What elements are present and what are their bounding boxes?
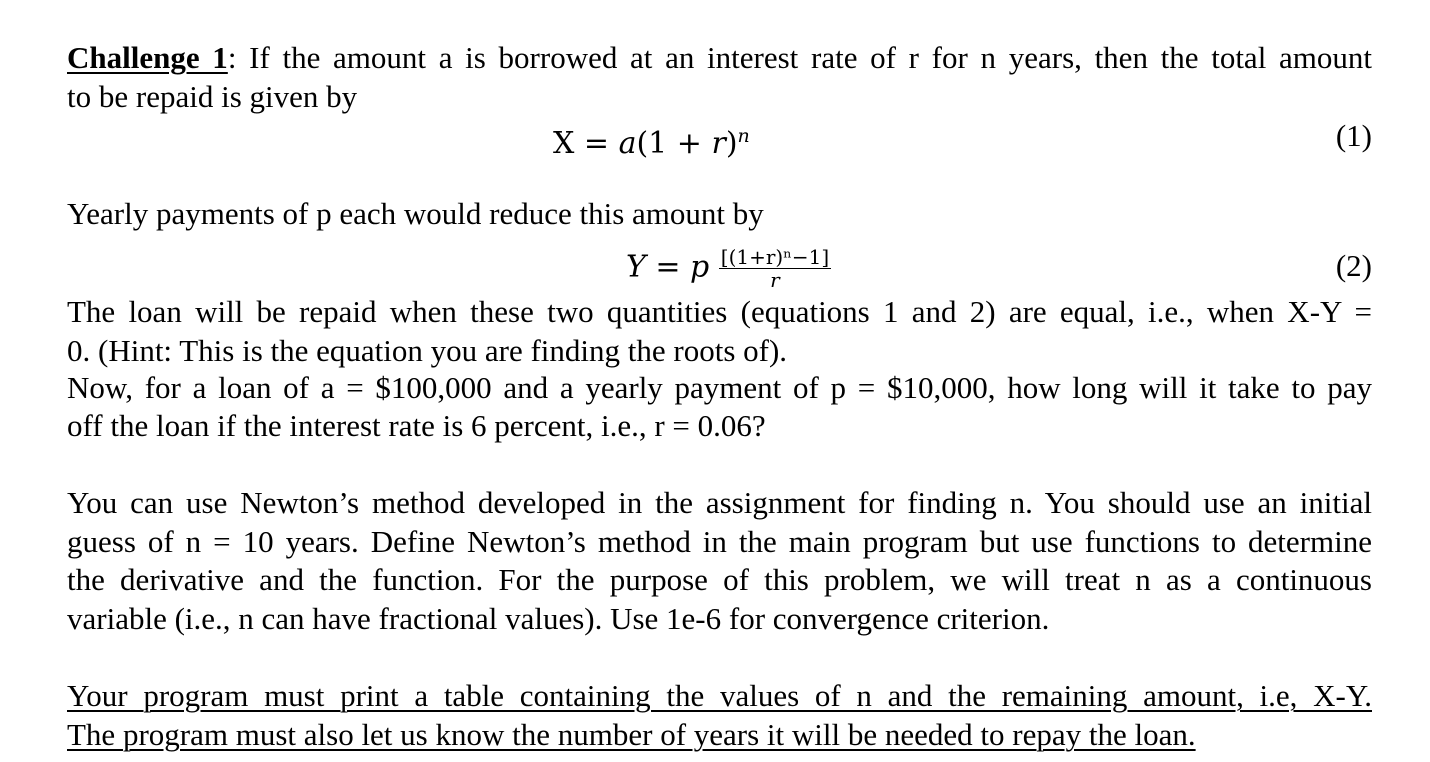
- equation-1-label: (1): [1335, 118, 1372, 153]
- challenge-intro-line-1: [67, 39, 1372, 77]
- loan-text-line-1: The loan will be repaid when these two quantities (equations 1 and 2) are equal, i.e., when X-Y =: [67, 294, 1372, 329]
- newton-text-line-3: the derivative and the function. For the purpose of this problem, we will treat n as a continuous: [67, 562, 1372, 597]
- equation-2-fraction: $\frac{\text{[(1+r)ⁿ−1]}}{r}$: [720, 245, 830, 292]
- equation-1: $X = a(1 + r)^n$: [553, 125, 750, 161]
- loan-text-line-2: 0. (Hint: This is the equation you are finding the roots of).: [67, 333, 788, 368]
- equation-2-label: (2): [1335, 248, 1372, 283]
- requirement-text-line-1: Your program must print a table containing the values of n and the remaining amount, i.e, X-Y.: [67, 678, 1372, 713]
- challenge-heading: Challenge 1: [67, 40, 228, 75]
- newton-text-line-4: variable (i.e., n can have fractional values). Use 1e-6 for convergence criterion.: [67, 601, 1050, 636]
- requirement-text-line-2: The program must also let us know the number of years it will be needed to repay the loan.: [67, 717, 1196, 752]
- newton-text-line-1: You can use Newton’s method developed in the assignment for finding n. You should use an initial: [67, 485, 1372, 520]
- yearly-payments-line: Yearly payments of p each would reduce this amount by: [67, 196, 764, 231]
- loan-text-line-3: Now, for a loan of a = $100,000 and a yearly payment of p = $10,000, how long will it take to pay: [67, 370, 1372, 405]
- loan-text-line-4: off the loan if the interest rate is 6 percent, i.e., r = 0.06?: [67, 408, 766, 443]
- challenge-intro-text: : If the amount a is borrowed at an interest rate of r for n years, then the total amount: [227, 40, 1372, 75]
- challenge-intro-line-2: to be repaid is given by: [67, 79, 358, 114]
- newton-text-line-2: guess of n = 10 years. Define Newton’s method in the main program but use functions to determine: [67, 524, 1372, 559]
- equation-2: Y = p $\frac{\text{[(1+r)ⁿ−1]}}{r}$: [626, 245, 830, 292]
